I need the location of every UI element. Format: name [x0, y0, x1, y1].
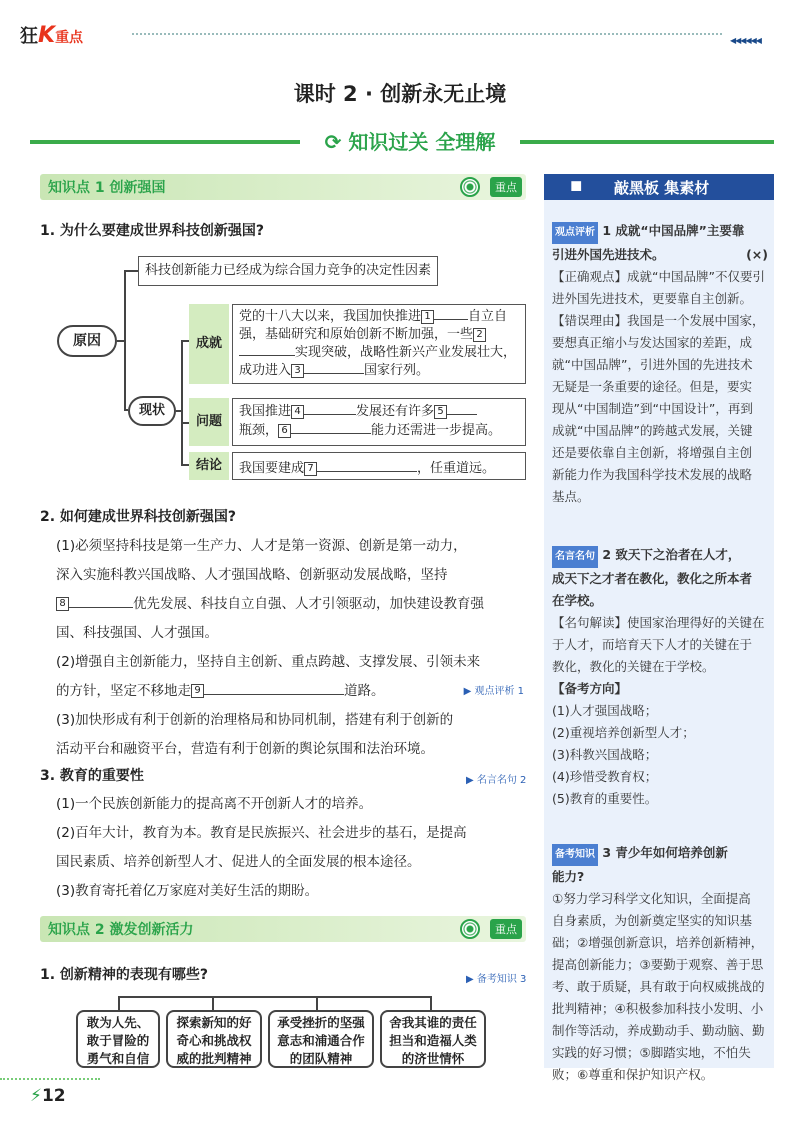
mindmap-top-node: 科技创新能力已经成为综合国力竞争的决定性因素 [138, 256, 438, 286]
question-1: 1. 为什么要建成世界科技创新强国? [40, 223, 265, 239]
achieve-box: 党的十八大以来，我国加快推进 1 自立自强，基础研究和原始创新不断加强，一些 2实现突破，战略性新兴产业发展壮大，成功进入 3 国家行列。 [232, 304, 526, 384]
problem-box: 我国推进 4 发展还有许多 5 瓶颈， 6 能力还需进一步提高。 [232, 398, 526, 446]
spirit-card-3: 承受挫折的坚强 意志和浦通合作 的团队精神 [268, 1010, 374, 1068]
sidebar-block-1: 观点评析 1 成就“中国品牌”主要靠 引进外国先进技术。 (×) 【正确观点】成就“中国品牌”不仅要引 进外国先进技术，更要靠自主创新。 【错误理由】我国是一个发展中国家， 要想真正缩小与发达国家的差距，成 就“中国品牌”，引进外国的先进技术 无疑是一条重要的途径。但是，要实 现从“中国制造”到“中国设计”，再到 成就“中国品牌”的跨越式发展，关键 还是要依靠自主创新，将增强自主创 新能力作为我国科学技术发展的战略 基点。 [552, 223, 768, 504]
problem-label: 问题 [189, 398, 229, 446]
knowledge-point-2-bar [40, 916, 526, 942]
spirit-card-2: 探索新知的好 奇心和挑战权 威的批判精神 [166, 1010, 262, 1068]
spirit-card-1: 敢为人先、 敢于冒险的 勇气和自信 [76, 1010, 160, 1068]
footer-divider [0, 1078, 100, 1080]
achieve-label: 成就 [189, 304, 229, 384]
target-icon [460, 919, 480, 939]
page-number: ⚡12 [30, 1086, 66, 1106]
spirit-card-4: 舍我其谁的责任 担当和造福人类 的济世情怀 [380, 1010, 486, 1068]
lesson-title: 课时 2 · 创新永无止境 [293, 82, 507, 106]
page-logo-icon: ⚡ [30, 1086, 42, 1106]
header-divider [132, 33, 722, 35]
question-3: 3. 教育的重要性 [40, 768, 144, 784]
kp2-title: 知识点 2 激发创新活力 [48, 922, 194, 938]
sidebar-block-2: 名言名句 2 致天下之治者在人才， 成天下之才者在教化，教化之所本者 在学校。 【名句解读】使国家治理得好的关键在 于人才，而培育天下人才的关键在于 教化，教化的关键在于学校。 【备考方向】 (1)人才强国战略； (2)重视培养创新型人才； (3)科教兴国战略； (4)珍惜受教育权； (5)教育的重要性。 [552, 547, 765, 806]
refresh-icon: ⟳ [324, 130, 349, 154]
mindmap-root: 原因 [57, 325, 117, 357]
section-title: ⟳ 知识过关 全理解 [300, 126, 520, 155]
ref-link-3[interactable]: ▶ 备考知识 3 [466, 974, 527, 985]
question-4: 1. 创新精神的表现有哪些? [40, 967, 209, 983]
ref-link-2[interactable]: ▶ 名言名句 2 [466, 775, 527, 786]
sidebar-block-3: 备考知识 3 青少年如何培养创新 能力? ①努力学习科学文化知识，全面提高 自身素质，为创新奠定坚实的知识基 础；②增强创新意识，培养创新精神， 提高创新能力；③要勤于观察、善于思 考、敢于质疑，具有敢于向权威挑战的 批判精神；④积极参加科技小发明、小 制作等活动，养成勤动手、勤动脑、勤 实践的好习惯；⑤脚踏实地，不怕失 败；⑥尊重和保护知识产权。 [552, 845, 765, 1082]
kp2-badge: 重点 [490, 919, 522, 939]
ref-link-1[interactable]: ▶ 观点评析 1 [463, 686, 524, 697]
arrow-decoration-icon: ◀◀◀◀◀◀ [730, 36, 761, 45]
q3-content: (1)一个民族创新能力的提高离不开创新人才的培养。 (2)百年大计，教育为本。教育是民族振兴、社会进步的基石，是提高 国民素质、培养创新型人才、促进人的全面发展的根本途径。 (3)教育寄托着亿万家庭对美好生活的期盼。 [56, 796, 467, 899]
kp1-badge: 重点 [490, 177, 522, 197]
mindmap-status: 现状 [128, 396, 176, 426]
knowledge-point-1-bar [40, 174, 526, 200]
conclusion-label: 结论 [189, 452, 229, 480]
conclusion-box: 我国要建成 7 ，任重道远。 [232, 452, 526, 480]
sidebar-header: ◼ 敲黑板 集素材 [544, 174, 774, 200]
kp1-title: 知识点 1 创新强国 [48, 180, 166, 196]
teacher-icon: ◼ [570, 176, 583, 194]
target-icon [460, 177, 480, 197]
question-2: 2. 如何建成世界科技创新强国? [40, 509, 237, 525]
brand-logo: 狂K重点 [20, 23, 84, 48]
q2-content: (1)必须坚持科技是第一生产力、人才是第一资源、创新是第一动力， 深入实施科教兴国战略、人才强国战略、创新驱动发展战略，坚持 8 优先发展、科技自立自强、人才引领驱动，加快建设教育强 国、科技强国、人才强国。 (2)增强自主创新能力，坚持自主创新、重点跨越、支撑发展、引领未来 的方针，坚定不移地走 9 道路。 ▶ 观点评析 1 (3)加快形成有利于创新的治理格局和协同机制，搭建有利于创新的 活动平台和融资平台，营造有利于创新的舆论氛围和法治环境。 [56, 538, 524, 757]
